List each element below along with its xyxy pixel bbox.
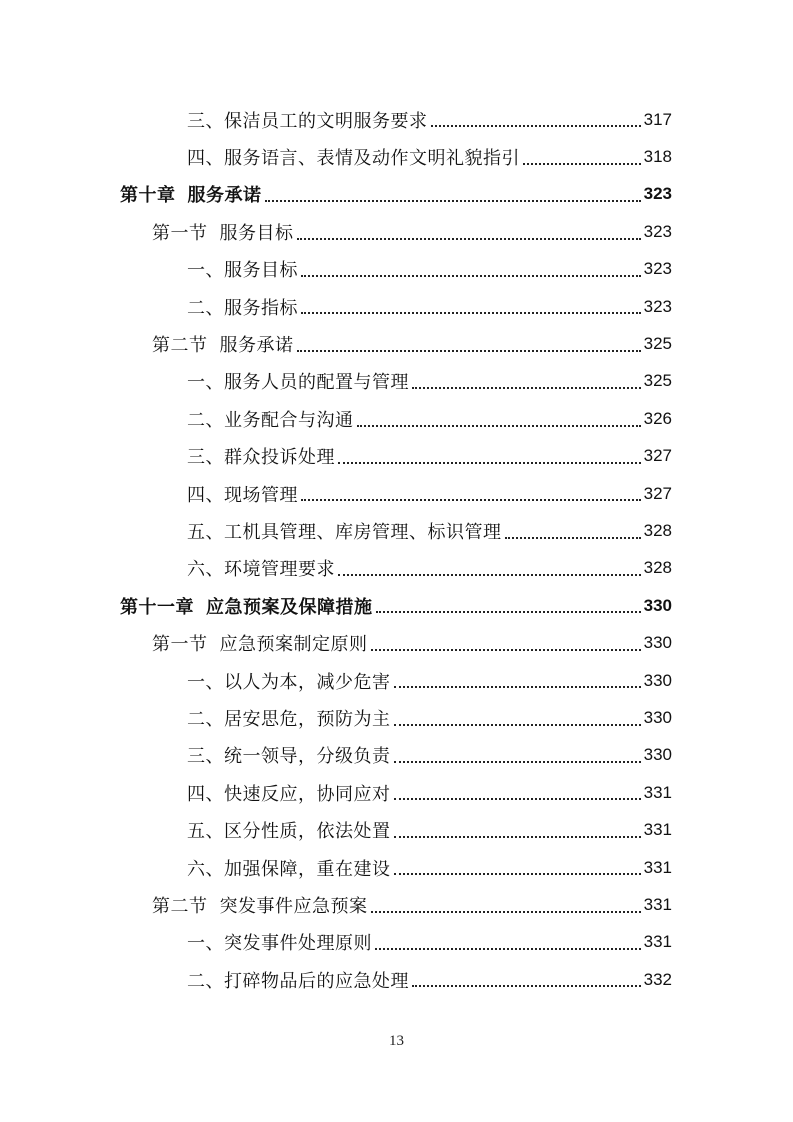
- toc-entry-title: [187, 742, 391, 768]
- toc-dot-leader: [523, 163, 641, 165]
- toc-item-entry[interactable]: [0, 475, 793, 512]
- toc-entry-subtitle: 应急预案制定原则: [219, 634, 368, 656]
- toc-dot-leader: [394, 761, 641, 763]
- toc-entry-page: 331: [643, 932, 672, 952]
- toc-dot-leader: [412, 387, 641, 389]
- toc-section-entry[interactable]: [0, 325, 793, 362]
- toc-entry-label: 第二节: [152, 895, 208, 917]
- toc-item-entry[interactable]: [0, 101, 793, 138]
- toc-entry-label: 二、居安思危，预防为主: [187, 708, 391, 730]
- toc-item-entry[interactable]: [0, 737, 793, 774]
- toc-entry-label: 第一节: [152, 634, 208, 656]
- toc-item-entry[interactable]: [0, 251, 793, 288]
- toc-entry-title: [187, 518, 502, 544]
- toc-dot-leader: [375, 948, 641, 950]
- toc-entry-title: [187, 817, 391, 843]
- toc-dot-leader: [371, 911, 641, 913]
- toc-item-entry[interactable]: [0, 699, 793, 736]
- toc-entry-label: 一、服务目标: [187, 260, 298, 282]
- toc-entry-subtitle: 突发事件应急预案: [219, 895, 368, 917]
- toc-entry-label: 一、服务人员的配置与管理: [187, 372, 409, 394]
- toc-item-entry[interactable]: [0, 400, 793, 437]
- toc-entry-subtitle: 服务目标: [219, 222, 294, 244]
- toc-entry-title: [187, 443, 335, 469]
- toc-entry-title: [187, 368, 409, 394]
- toc-entry-title: [152, 219, 294, 245]
- toc-entry-label: 六、环境管理要求: [187, 559, 335, 581]
- toc-entry-page: 327: [643, 483, 672, 503]
- toc-entry-title: [187, 967, 409, 993]
- toc-entry-label: 第一节: [152, 222, 208, 244]
- table-of-contents: [0, 101, 793, 998]
- toc-dot-leader: [376, 611, 641, 613]
- toc-entry-label: 一、突发事件处理原则: [187, 933, 372, 955]
- toc-entry-title: [187, 294, 298, 320]
- toc-item-entry[interactable]: [0, 774, 793, 811]
- toc-dot-leader: [431, 125, 641, 127]
- toc-entry-label: 第十一章: [120, 596, 194, 618]
- toc-section-entry[interactable]: [0, 886, 793, 923]
- toc-dot-leader: [394, 798, 641, 800]
- toc-entry-page: 331: [643, 820, 672, 840]
- toc-item-entry[interactable]: [0, 512, 793, 549]
- toc-entry-title: [187, 780, 391, 806]
- toc-dot-leader: [301, 275, 641, 277]
- toc-entry-page: 328: [643, 558, 672, 578]
- toc-entry-label: 四、服务语言、表情及动作文明礼貌指引: [187, 148, 520, 170]
- toc-entry-page: 325: [643, 334, 672, 354]
- toc-entry-page: 323: [643, 296, 672, 316]
- toc-entry-title: [187, 256, 298, 282]
- toc-item-entry[interactable]: [0, 138, 793, 175]
- toc-entry-title: [187, 555, 335, 581]
- toc-section-entry[interactable]: [0, 213, 793, 250]
- toc-entry-title: [152, 630, 368, 656]
- toc-entry-subtitle: 服务承诺: [219, 335, 294, 357]
- toc-entry-page: 323: [643, 259, 672, 279]
- toc-entry-title: [187, 668, 391, 694]
- toc-entry-page: 323: [643, 184, 672, 204]
- toc-dot-leader: [338, 462, 641, 464]
- toc-entry-label: 三、保洁员工的文明服务要求: [187, 110, 428, 132]
- toc-dot-leader: [394, 873, 641, 875]
- toc-dot-leader: [265, 200, 641, 202]
- toc-entry-title: [120, 181, 262, 207]
- toc-entry-page: 330: [643, 633, 672, 653]
- toc-item-entry[interactable]: [0, 438, 793, 475]
- toc-chapter-entry[interactable]: [0, 176, 793, 213]
- toc-entry-label: 二、业务配合与沟通: [187, 409, 354, 431]
- toc-dot-leader: [394, 686, 641, 688]
- toc-entry-label: 四、现场管理: [187, 484, 298, 506]
- toc-entry-page: 330: [643, 670, 672, 690]
- toc-entry-label: 第十章: [120, 185, 176, 207]
- toc-dot-leader: [297, 350, 641, 352]
- toc-entry-label: 三、群众投诉处理: [187, 447, 335, 469]
- toc-dot-leader: [371, 649, 641, 651]
- page-number: 13: [389, 1033, 404, 1049]
- toc-entry-page: 317: [643, 109, 672, 129]
- toc-dot-leader: [357, 425, 641, 427]
- toc-item-entry[interactable]: [0, 811, 793, 848]
- toc-entry-label: 五、区分性质，依法处置: [187, 821, 391, 843]
- toc-entry-title: [187, 855, 391, 881]
- toc-item-entry[interactable]: [0, 849, 793, 886]
- toc-entry-label: 三、统一领导，分级负责: [187, 746, 391, 768]
- toc-entry-title: [187, 481, 298, 507]
- toc-entry-label: 第二节: [152, 335, 208, 357]
- toc-entry-page: 330: [643, 745, 672, 765]
- toc-dot-leader: [301, 312, 641, 314]
- toc-entry-title: [152, 892, 368, 918]
- toc-item-entry[interactable]: [0, 363, 793, 400]
- toc-entry-title: [152, 331, 294, 357]
- toc-dot-leader: [412, 985, 641, 987]
- toc-entry-page: 331: [643, 782, 672, 802]
- toc-entry-page: 330: [643, 707, 672, 727]
- toc-dot-leader: [505, 537, 641, 539]
- toc-item-entry[interactable]: [0, 662, 793, 699]
- toc-entry-page: 331: [643, 894, 672, 914]
- toc-entry-title: [187, 406, 354, 432]
- toc-entry-title: [187, 705, 391, 731]
- toc-entry-page: 325: [643, 371, 672, 391]
- toc-entry-page: 323: [643, 221, 672, 241]
- toc-dot-leader: [394, 836, 641, 838]
- toc-entry-label: 五、工机具管理、库房管理、标识管理: [187, 521, 502, 543]
- toc-entry-subtitle: 应急预案及保障措施: [206, 596, 373, 618]
- toc-entry-label: 四、快速反应，协同应对: [187, 783, 391, 805]
- toc-section-entry[interactable]: [0, 624, 793, 661]
- toc-entry-title: [187, 107, 428, 133]
- toc-item-entry[interactable]: [0, 924, 793, 961]
- toc-dot-leader: [338, 574, 641, 576]
- toc-entry-page: 332: [643, 969, 672, 989]
- toc-entry-page: 331: [643, 857, 672, 877]
- toc-entry-subtitle: 服务承诺: [187, 185, 262, 207]
- toc-entry-label: 一、以人为本，减少危害: [187, 671, 391, 693]
- toc-entry-page: 327: [643, 446, 672, 466]
- toc-item-entry[interactable]: [0, 550, 793, 587]
- toc-item-entry[interactable]: [0, 961, 793, 998]
- toc-entry-page: 330: [643, 595, 672, 615]
- toc-entry-label: 二、服务指标: [187, 297, 298, 319]
- toc-entry-page: 328: [643, 520, 672, 540]
- toc-entry-label: 六、加强保障，重在建设: [187, 858, 391, 880]
- toc-entry-title: [187, 929, 372, 955]
- toc-dot-leader: [297, 238, 641, 240]
- toc-entry-page: 326: [643, 408, 672, 428]
- toc-entry-title: [120, 593, 373, 619]
- toc-item-entry[interactable]: [0, 288, 793, 325]
- toc-entry-title: [187, 144, 520, 170]
- toc-dot-leader: [301, 499, 641, 501]
- toc-entry-page: 318: [643, 147, 672, 167]
- toc-chapter-entry[interactable]: [0, 587, 793, 624]
- toc-entry-label: 二、打碎物品后的应急处理: [187, 970, 409, 992]
- toc-dot-leader: [394, 724, 641, 726]
